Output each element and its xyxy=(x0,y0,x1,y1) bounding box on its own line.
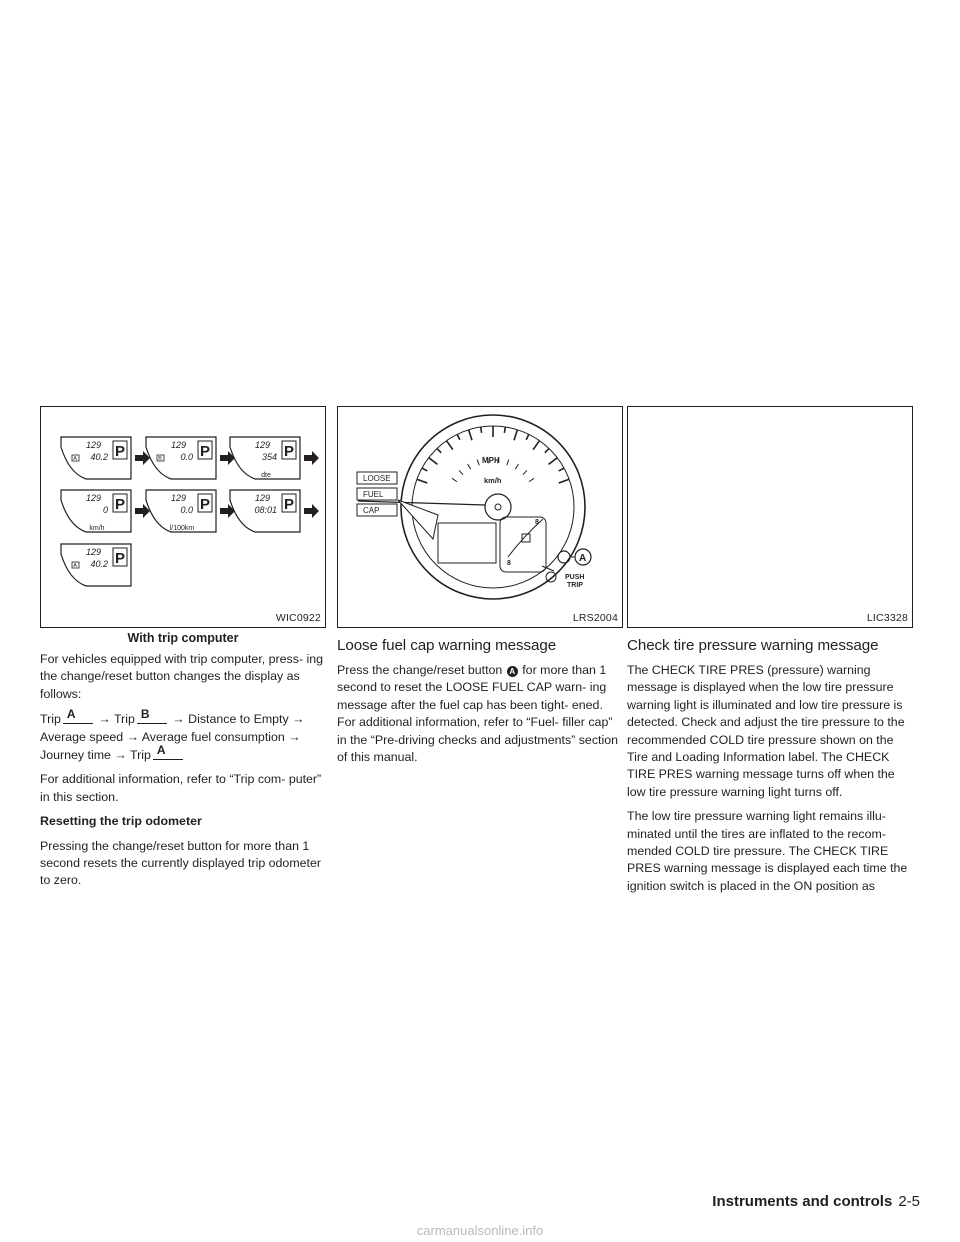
kmh-tick xyxy=(468,464,471,469)
arrow-right-icon xyxy=(304,504,319,518)
speed-tick xyxy=(481,427,482,433)
paragraph-trip-computer-ref: For additional information, refer to “Trip com- puter” in this section. xyxy=(40,772,322,804)
screen-line1: 129 xyxy=(85,547,101,557)
page-footer xyxy=(712,1193,920,1210)
figure-tire-pressure xyxy=(627,406,913,628)
figure-caption: With trip computer xyxy=(127,631,239,645)
screen-line2: 40.2 xyxy=(90,452,108,462)
speed-tick xyxy=(559,468,564,471)
figure-id: WIC0922 xyxy=(275,612,321,624)
page-number: 2-5 xyxy=(898,1193,920,1210)
screen-line2: 0 xyxy=(102,505,108,515)
speed-tick xyxy=(559,479,569,483)
trip-a-symbol: A xyxy=(153,746,183,760)
section-heading: Loose fuel cap warning message xyxy=(337,637,557,654)
speed-tick xyxy=(417,479,427,483)
screen-line1: 129 xyxy=(85,440,101,450)
watermark: carmanualsonline.info xyxy=(416,1223,544,1238)
gear-indicator: P xyxy=(115,550,126,567)
arrow-right-icon xyxy=(304,451,319,465)
trip-icon-letter: A xyxy=(73,456,77,462)
trip-icon-letter: A xyxy=(73,563,77,569)
kmh-tick xyxy=(477,460,479,466)
mph-label: MPH xyxy=(482,456,500,465)
speed-tick xyxy=(526,434,529,439)
footer-section: Instruments and controls xyxy=(712,1193,893,1210)
screen-unit: l/100km xyxy=(169,525,195,532)
screen-line2: 354 xyxy=(261,452,277,462)
push-label: PUSH xyxy=(565,574,585,581)
speed-tick xyxy=(533,441,539,450)
section-heading: Check tire pressure warning message xyxy=(627,637,879,654)
kmh-tick xyxy=(452,478,457,481)
figure-trip-display-sequence xyxy=(40,406,326,628)
kmh-tick xyxy=(459,470,463,474)
gear-indicator: P xyxy=(284,496,295,513)
gauge-high: 8 xyxy=(535,519,539,526)
callout-a-badge: A xyxy=(507,666,518,677)
gear-indicator: P xyxy=(200,496,211,513)
gear-indicator: P xyxy=(115,496,126,513)
speed-tick xyxy=(447,441,453,450)
screen-line2: 40.2 xyxy=(90,559,108,569)
trip-icon-letter: B xyxy=(158,456,162,462)
speed-tick xyxy=(514,430,517,440)
trip-display-diagram xyxy=(41,407,325,627)
speed-tick xyxy=(457,434,460,439)
kmh-label: km/h xyxy=(484,476,502,485)
figure-id: LIC3328 xyxy=(866,612,908,624)
speed-tick xyxy=(429,458,438,465)
paragraph-sequence: Trip A → Trip B → Distance to Empty → Average speed → Average fuel consumption → Journey time → Trip A xyxy=(40,707,305,763)
screen-line1: 129 xyxy=(85,493,101,503)
screen-line1: 129 xyxy=(254,493,270,503)
column-loose-fuel-cap xyxy=(337,406,623,773)
paragraph-tire-1: The CHECK TIRE PRES (pressure) warning message is displayed when the low tire pressure warning light is illuminated and low tire pressure is detected. Check and adjust the tire pressure to the recommended COLD tire pressure shown on the Tire and Loading Information label. The CHECK TIRE PRES warning message turns off when the low tire pressure warning light turns off. xyxy=(627,663,905,799)
speedometer-diagram xyxy=(338,407,622,627)
speed-tick xyxy=(469,430,472,440)
kmh-tick xyxy=(507,460,509,466)
trip-label: TRIP xyxy=(567,582,583,589)
kmh-tick xyxy=(523,470,527,474)
screen-line1: 129 xyxy=(254,440,270,450)
gauge-low: 8 xyxy=(507,560,511,567)
fuel-label: FUEL xyxy=(363,490,384,499)
gear-indicator: P xyxy=(284,443,295,460)
speed-tick xyxy=(437,448,441,452)
paragraph-fuel-cap: Press the change/reset button A for more than 1 second to reset the LOOSE FUEL CAP warn- ing message after the fuel cap has been tight- ened. For additional information, refer to “Fuel- filler cap” in the “Pre-driving checks and adjustments” section of this manual. xyxy=(337,663,618,765)
trip-b-symbol: B xyxy=(137,710,167,724)
screen-unit: km/h xyxy=(89,525,105,532)
speed-tick xyxy=(549,458,558,465)
trip-a-symbol: A xyxy=(63,710,93,724)
screen-line2: 0.0 xyxy=(180,505,193,515)
column-trip-computer xyxy=(40,406,326,897)
gear-indicator: P xyxy=(200,443,211,460)
loose-label: LOOSE xyxy=(363,474,391,483)
paragraph-reset: Pressing the change/reset button for more than 1 second resets the currently displayed trip odometer to zero. xyxy=(40,838,321,888)
paragraph-tire-2: The low tire pressure warning light remains illu- minated until the tires are inflated to the recom- mended COLD tire pressure. The CHECK TIRE PRES warning message is displayed each time the ignition switch is placed in the ON position as xyxy=(627,809,908,893)
kmh-tick xyxy=(529,478,534,481)
screen-line2: 08:01 xyxy=(254,505,277,515)
screen-line2: 0.0 xyxy=(180,452,193,462)
column-tire-pressure xyxy=(627,406,913,902)
kmh-tick xyxy=(515,464,518,469)
figure-fuel-cap-warning xyxy=(337,406,623,628)
screen-line1: 129 xyxy=(170,440,186,450)
subheading-reset-trip: Resetting the trip odometer xyxy=(40,814,202,829)
speed-tick xyxy=(504,427,505,433)
figure-id: LRS2004 xyxy=(572,612,618,624)
screen-unit: dte xyxy=(261,472,271,479)
callout-a: A xyxy=(579,553,587,564)
cap-label: CAP xyxy=(363,506,380,515)
gear-indicator: P xyxy=(115,443,126,460)
speed-tick xyxy=(422,468,427,471)
screen-line1: 129 xyxy=(170,493,186,503)
paragraph-intro: For vehicles equipped with trip computer, press- ing the change/reset button changes the display as follows: xyxy=(40,652,324,701)
speed-tick xyxy=(545,448,549,452)
